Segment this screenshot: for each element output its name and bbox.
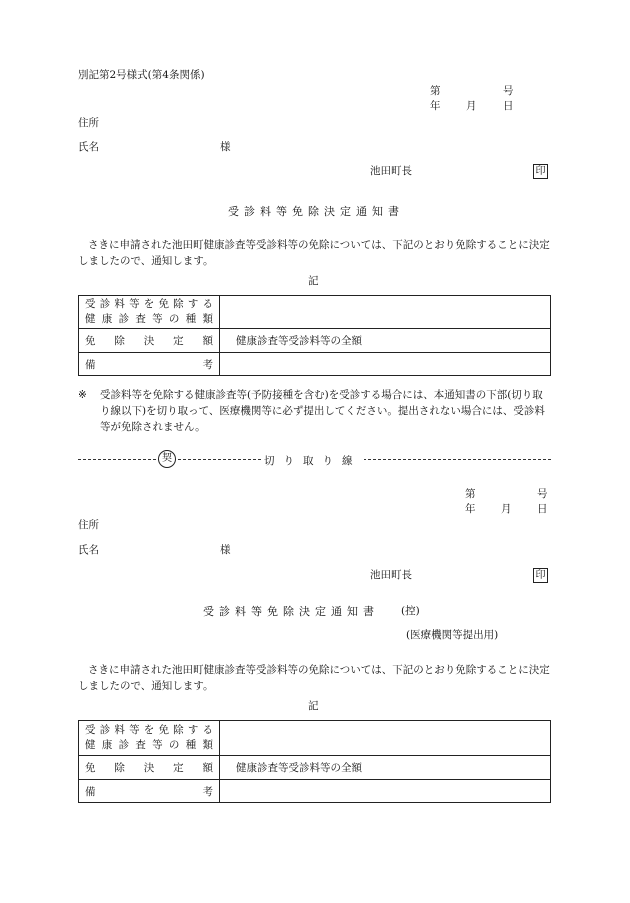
- issue-month: 月: [466, 100, 477, 112]
- notice-body: さきに申請された池田町健康診査等受診料等の免除については、下記のとおり免除することに決定しましたので、通知します。: [78, 239, 550, 267]
- copy-issue-month: 月: [501, 503, 512, 515]
- row-type-value: [220, 296, 551, 329]
- copy-mark: (控): [401, 605, 420, 617]
- copy-row-type-label: [79, 721, 220, 756]
- copy-seal-box: 印: [533, 568, 548, 583]
- note-text: 受診料等を免除する健康診査等(予防接種を含む)を受診する場合には、本通知書の下部(切り取り線以下)を切り取って、医療機関等に必ず提出してください。提出されない場合には、受診料等が免除されません。: [100, 389, 545, 433]
- copy-row-type-label-line2: 健 康 診 査 等 の 種 類: [85, 739, 213, 751]
- note-mark: ※: [78, 389, 87, 401]
- copy-row-type-value: [220, 721, 551, 756]
- copy-exemption-table: [78, 720, 551, 803]
- copy-submission-note: (医療機関等提出用): [406, 629, 499, 641]
- note-block: [78, 387, 550, 435]
- copy-issue-year: 年: [465, 503, 476, 515]
- row-remarks-value: [220, 353, 551, 376]
- ki-label: 記: [308, 275, 319, 287]
- kei-stamp: 契: [158, 450, 176, 468]
- copy-address-label: 住所: [78, 519, 99, 531]
- copy-notice-title: 受診料等免除決定通知書: [203, 605, 379, 618]
- row-type-label-line1: 受 診 料 等 を 免 除 す る: [85, 298, 213, 310]
- notice-title: 受診料等免除決定通知書: [228, 205, 404, 218]
- copy-issue-day: 日: [537, 503, 548, 515]
- name-label: 氏名: [78, 141, 99, 153]
- honorific-sama: 様: [220, 141, 231, 153]
- copy-row-amount-label: 免 除 決 定 額: [85, 762, 213, 774]
- copy-ki-label: 記: [308, 700, 319, 712]
- row-amount-value: 健康診査等受診料等の全額: [220, 329, 551, 353]
- copy-row-remarks-label-cell: [79, 780, 220, 803]
- row-amount-label-cell: [79, 329, 220, 353]
- row-remarks-label-cell: [79, 353, 220, 376]
- copy-issue-dai: 第: [465, 488, 476, 500]
- row-amount-label: 免 除 決 定 額: [85, 335, 213, 347]
- issue-day: 日: [503, 100, 514, 112]
- issue-go: 号: [503, 85, 514, 97]
- row-type-label-line2: 健 康 診 査 等 の 種 類: [85, 313, 213, 325]
- seal-box: 印: [533, 164, 548, 179]
- address-label: 住所: [78, 117, 99, 129]
- copy-notice-body: さきに申請された池田町健康診査等受診料等の免除については、下記のとおり免除することに決定しましたので、通知します。: [78, 664, 550, 692]
- issue-dai: 第: [430, 85, 441, 97]
- copy-row-type-label-line1: 受 診 料 等 を 免 除 す る: [85, 724, 213, 736]
- copy-row-amount-value: 健康診査等受診料等の全額: [220, 756, 551, 780]
- issue-year: 年: [430, 100, 441, 112]
- copy-row-remarks-value: [220, 780, 551, 803]
- copy-row-remarks-label: 備 考: [85, 785, 213, 798]
- cut-line-label: 切り取り線: [264, 455, 362, 467]
- copy-name-label: 氏名: [78, 544, 99, 556]
- copy-row-amount-label-cell: [79, 756, 220, 780]
- mayor-title: 池田町長: [370, 165, 412, 177]
- copy-honorific-sama: 様: [220, 544, 231, 556]
- row-remarks-label: 備 考: [85, 358, 213, 371]
- row-type-label: [79, 296, 220, 329]
- copy-issue-go: 号: [537, 488, 548, 500]
- copy-mayor-title: 池田町長: [370, 569, 412, 581]
- form-number-label: 別記第2号様式(第4条関係): [78, 69, 205, 81]
- exemption-table: [78, 295, 551, 376]
